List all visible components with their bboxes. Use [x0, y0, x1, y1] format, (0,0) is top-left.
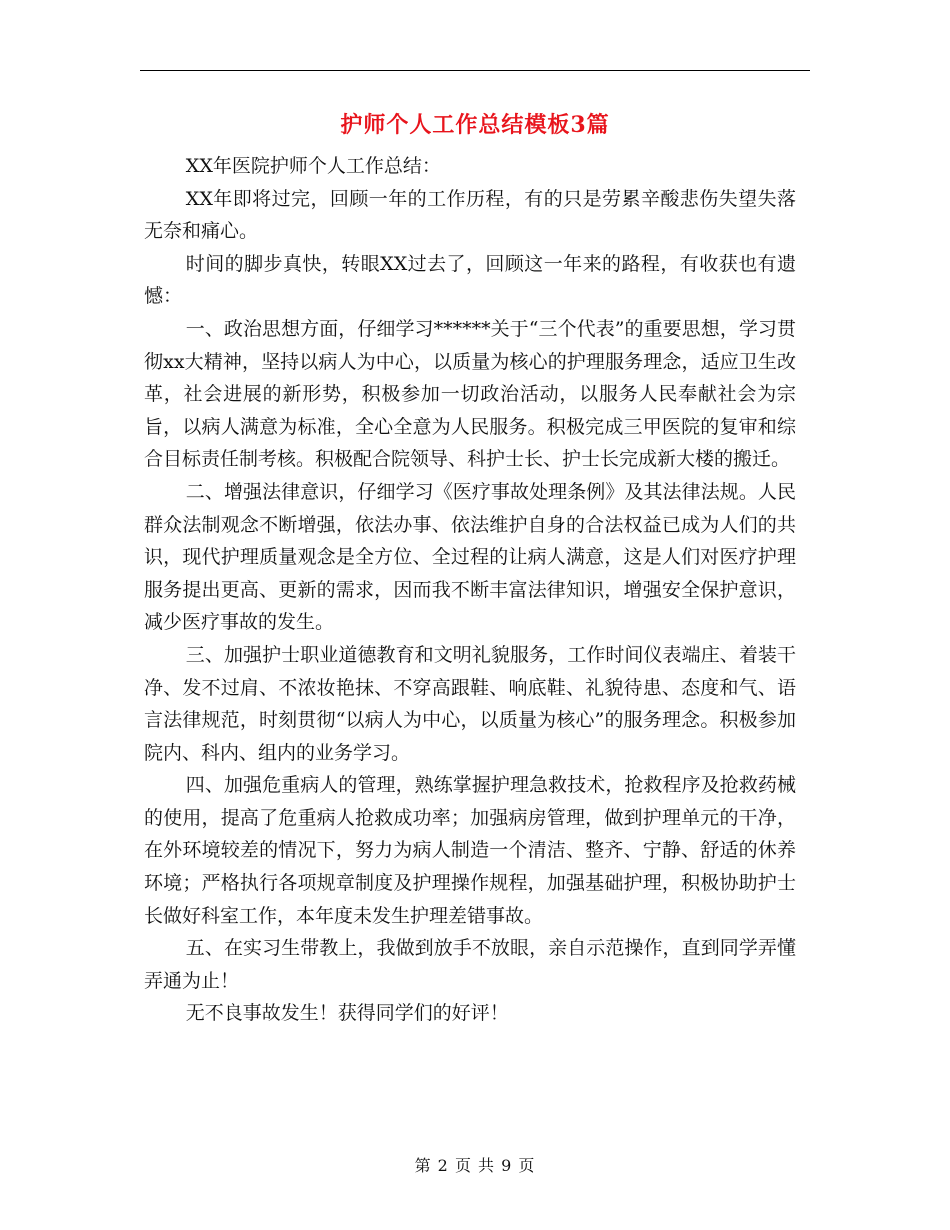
page-number: 第 2 页 共 9 页: [414, 1156, 536, 1175]
paragraph-review: 时间的脚步真快，转眼XX过去了，回顾这一年来的路程，有收获也有遗憾：: [144, 252, 796, 308]
paragraph-law: 二、增强法律意识，仔细学习《医疗事故处理条例》及其法律法规。人民群众法制观念不断增强，依法办事、依法维护自身的合法权益已成为人们的共识，现代护理质量观念是全方位、全过程的让病人满意，这是人们对医疗护理服务提出更高、更新的需求，因而我不断丰富法律知识，增强安全保护意识，减少医疗事故的发生。: [144, 480, 796, 634]
paragraph-intro: XX年即将过完，回顾一年的工作历程，有的只是劳累辛酸悲伤失望失落无奈和痛心。: [144, 187, 796, 243]
paragraph-greeting: XX年医院护师个人工作总结：: [185, 155, 441, 177]
document-title: 护师个人工作总结模板3篇: [340, 112, 610, 138]
paragraph-politics: 一、政治思想方面，仔细学习******关于“三个代表”的重要思想，学习贯彻xx大精神，坚持以病人为中心，以质量为核心的护理服务理念，适应卫生改革，社会进展的新形势，积极参加一切政治活动，以服务人民奉献社会为宗旨，以病人满意为标准，全心全意为人民服务。积极完成三甲医院的复审和综合目标责任制考核。积极配合院领导、科护士长、护士长完成新大楼的搬迁。: [144, 317, 796, 471]
paragraph-ethics: 三、加强护士职业道德教育和文明礼貌服务，工作时间仪表端庄、着装干净、发不过肩、不浓妆艳抹、不穿高跟鞋、响底鞋、礼貌待患、态度和气、语言法律规范，时刻贯彻“以病人为中心，以质量为核心”的服务理念。积极参加院内、科内、组内的业务学习。: [144, 643, 796, 764]
header-rule: [140, 70, 810, 71]
paragraph-critical-care: 四、加强危重病人的管理，熟练掌握护理急救技术，抢救程序及抢救药械的使用，提高了危重病人抢救成功率；加强病房管理，做到护理单元的干净，在外环境较差的情况下，努力为病人制造一个清洁、整齐、宁静、舒适的休养环境；严格执行各项规章制度及护理操作规程，加强基础护理，积极协助护士长做好科室工作，本年度未发生护理差错事故。: [144, 774, 796, 927]
document-body: [144, 150, 796, 1030]
paragraph-conclusion: 无不良事故发生！获得同学们的好评！: [185, 1002, 509, 1025]
paragraph-teaching: 五、在实习生带教上，我做到放手不放眼，亲自示范操作，直到同学弄懂弄通为止！: [144, 937, 796, 992]
